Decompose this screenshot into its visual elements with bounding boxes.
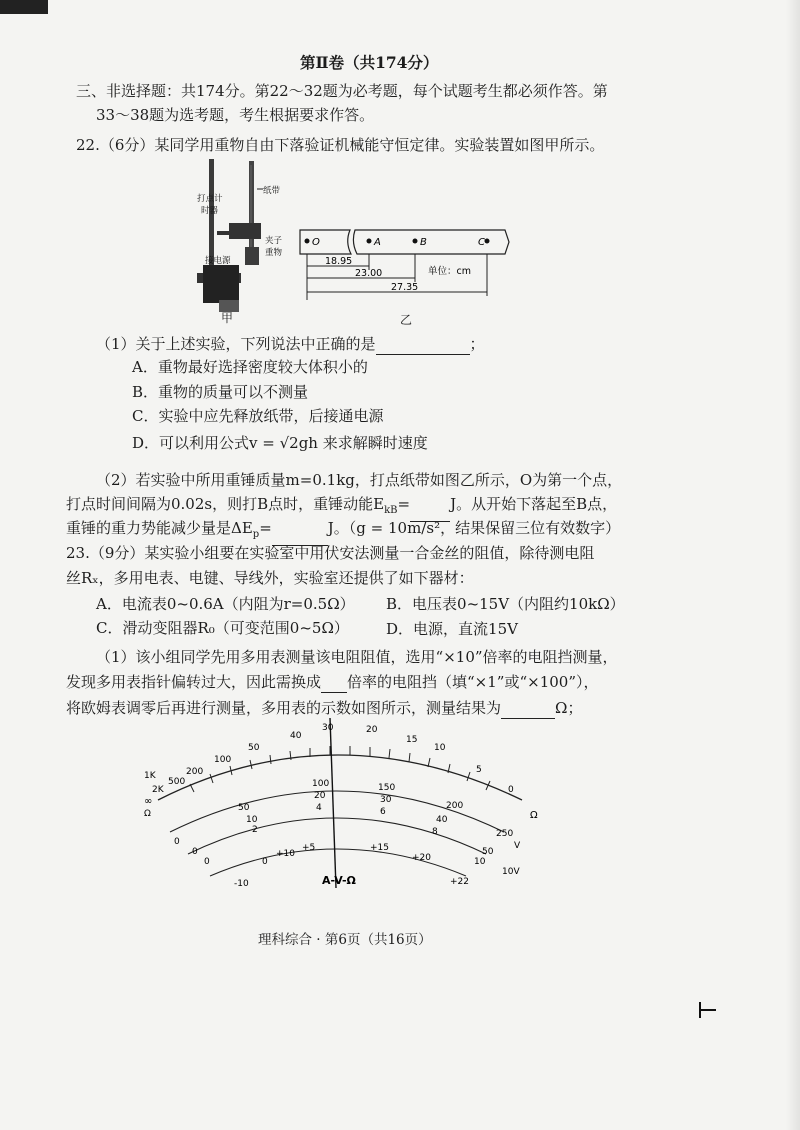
q23-stem-2: 丝Rₓ，多用电表、电键、导线外，实验室还提供了如下器材：	[66, 569, 474, 587]
page-footer: 理科综合 · 第6页（共16页）	[258, 932, 432, 948]
meter-needle	[330, 718, 336, 888]
q23-part1-line1: （1）该小组同学先用多用表测量该电阻阻值，选用“×10”倍率的电阻挡测量，	[96, 648, 618, 666]
meter-center-label: A-V-Ω	[322, 874, 356, 887]
ohm-label-1k: 1K	[144, 771, 156, 781]
scan-mark	[698, 1000, 720, 1022]
mid3-label-4: 4	[316, 803, 322, 813]
q23-option-c: C．滑动变阻器R₀（可变范围0~5Ω）	[96, 619, 349, 637]
mid-label-0: 0	[174, 837, 180, 847]
ohm-label-100: 100	[214, 755, 232, 765]
dim-oc: 27.35	[391, 282, 419, 293]
q23-stem-1: 23.（9分）某实验小组要在实验室中用伏安法测量一合金丝的阻值，除待测电阻	[66, 544, 595, 562]
unit-label: 单位：cm	[428, 266, 471, 277]
mid2-label-30: 30	[380, 795, 392, 805]
q23-option-b: B．电压表0~15V（内阻约10kΩ）	[386, 595, 625, 613]
fig-jia-caption: 甲	[221, 311, 234, 325]
point-o: O	[312, 237, 320, 248]
scan-corner-mark	[0, 0, 48, 14]
dc-label-plus15: +15	[370, 843, 389, 853]
q22-equals-1: =	[397, 495, 411, 513]
mid2-label-20: 20	[314, 791, 326, 801]
mid-label-50: 50	[238, 803, 250, 813]
q22-part2-text-b: J。从开始下落起至B点，	[450, 495, 618, 513]
q23-option-d: D．电源，直流15V	[386, 620, 518, 638]
point-a: A	[374, 237, 381, 248]
q22-part2-line1: （2）若实验中所用重锤质量m=0.1kg，打点纸带如图乙所示，O为第一个点，	[96, 471, 623, 489]
multimeter-dial	[130, 718, 570, 898]
mid2-label-50: 50	[482, 847, 494, 857]
fig-jia-label-6: 接电源	[205, 256, 231, 266]
mid2-label-0: 0	[192, 847, 198, 857]
q23-multiplier-answer-blank[interactable]	[321, 676, 347, 693]
dc-label-plus5: +5	[302, 843, 316, 853]
q23-part1-text-c: 将欧姆表调零后再进行测量，多用表的示数如图所示，测量结果为	[66, 699, 502, 717]
mid3-label-8: 8	[432, 827, 438, 837]
mid-label-150: 150	[378, 783, 396, 793]
section-title: 第Ⅱ卷（共174分）	[300, 53, 439, 72]
mid-label-200: 200	[446, 801, 464, 811]
ohm-label-5: 5	[476, 765, 482, 775]
q22-option-d: D．可以利用公式v = √2gh 来求解瞬时速度	[132, 434, 428, 452]
ohm-label-40: 40	[290, 731, 302, 741]
mid-label-100: 100	[312, 779, 330, 789]
unit-label-10v: 10V	[502, 867, 520, 877]
mid3-label-0: 0	[204, 857, 210, 867]
dim-ob: 23.00	[355, 268, 383, 279]
fig-jia-label-4: 夹子	[265, 236, 283, 246]
fig-yi-caption: 乙	[400, 313, 413, 327]
q23-part1-text-b: 倍率的电阻挡（填“×1”或“×100”），	[347, 673, 599, 691]
q22-equals-2: =	[259, 519, 272, 537]
unit-label-v: V	[514, 841, 521, 851]
scan-edge	[786, 0, 800, 1130]
q22-part1-text: （1）关于上述实验，下列说法中正确的是	[96, 335, 376, 353]
dc-label-plus22: +22	[450, 877, 469, 887]
q22-stem: 22.（6分）某同学用重物自由下落验证机械能守恒定律。实验装置如图甲所示。	[76, 136, 605, 154]
q22-ekb-subscript: kB	[384, 505, 398, 516]
ohm-label-15: 15	[406, 735, 418, 745]
q23-part1-line2	[66, 671, 599, 693]
q22-part1-answer-blank[interactable]	[376, 338, 470, 355]
mid3-label-2: 2	[252, 825, 258, 835]
figure-yi	[295, 222, 520, 322]
mid3-label-6: 6	[380, 807, 386, 817]
left-label-ohm: Ω	[144, 809, 151, 819]
q23-option-a: A．电流表0~0.6A（内阻为r=0.5Ω）	[96, 595, 355, 613]
ohm-label-20: 20	[366, 725, 378, 735]
mid3-label-10: 10	[474, 857, 486, 867]
section-heading-2: 33～38题为选考题，考生根据要求作答。	[96, 106, 375, 124]
q23-reading-answer-blank[interactable]	[501, 702, 555, 719]
dc-label-plus10: +10	[276, 849, 295, 859]
fig-jia-label-5: 重物	[265, 248, 283, 258]
dim-oa: 18.95	[325, 256, 353, 267]
q22-part1-end: ；	[469, 335, 485, 353]
dc-label-plus20: +20	[412, 853, 431, 863]
ohm-label-200: 200	[186, 767, 204, 777]
point-b: B	[420, 237, 427, 248]
q23-part1-text-d: Ω；	[555, 699, 583, 717]
unit-label-ohm: Ω	[530, 810, 538, 821]
q22-option-c: C．实验中应先释放纸带，后接通电源	[132, 407, 384, 425]
q23-part1-line3	[66, 697, 582, 719]
left-label-infinity: ∞	[144, 796, 153, 807]
q22-option-b: B．重物的质量可以不测量	[132, 383, 309, 401]
q22-part1	[96, 333, 485, 355]
dc-label-0: 0	[262, 857, 268, 867]
q22-part2-text-d: J。（g = 10m/s²，结果保留三位有效数字）	[327, 519, 621, 537]
ohm-label-0: 0	[508, 785, 514, 795]
q23-part1-text-a: 发现多用表指针偏转过大，因此需换成	[66, 673, 322, 691]
mid2-label-40: 40	[436, 815, 448, 825]
q22-option-a: A．重物最好选择密度较大体积小的	[132, 358, 368, 376]
ohm-label-30: 30	[322, 723, 334, 733]
ohm-label-500: 500	[168, 777, 186, 787]
fig-jia-label-2: 时器	[201, 206, 219, 216]
left-label-2k: 2K	[152, 785, 164, 795]
section-heading: 三、非选择题：共174分。第22～32题为必考题，每个试题考生都必须作答。第	[76, 82, 608, 100]
ohm-label-50: 50	[248, 743, 260, 753]
dc-label-minus10: -10	[234, 879, 249, 889]
mid-label-250: 250	[496, 829, 514, 839]
fig-jia-label-3: 纸带	[263, 186, 281, 196]
q22-part2-text-a: 打点时间间隔为0.02s，则打B点时，重锤动能E	[66, 495, 385, 513]
ohm-label-10: 10	[434, 743, 446, 753]
fig-jia-label-1: 打点计	[197, 194, 223, 204]
mid2-label-10: 10	[246, 815, 258, 825]
q22-part2-text-c: 重锤的重力势能减少量是ΔE	[66, 519, 253, 537]
figure-jia	[195, 155, 305, 315]
q22-ep-subscript: p	[252, 529, 260, 540]
point-c: C	[478, 237, 485, 248]
